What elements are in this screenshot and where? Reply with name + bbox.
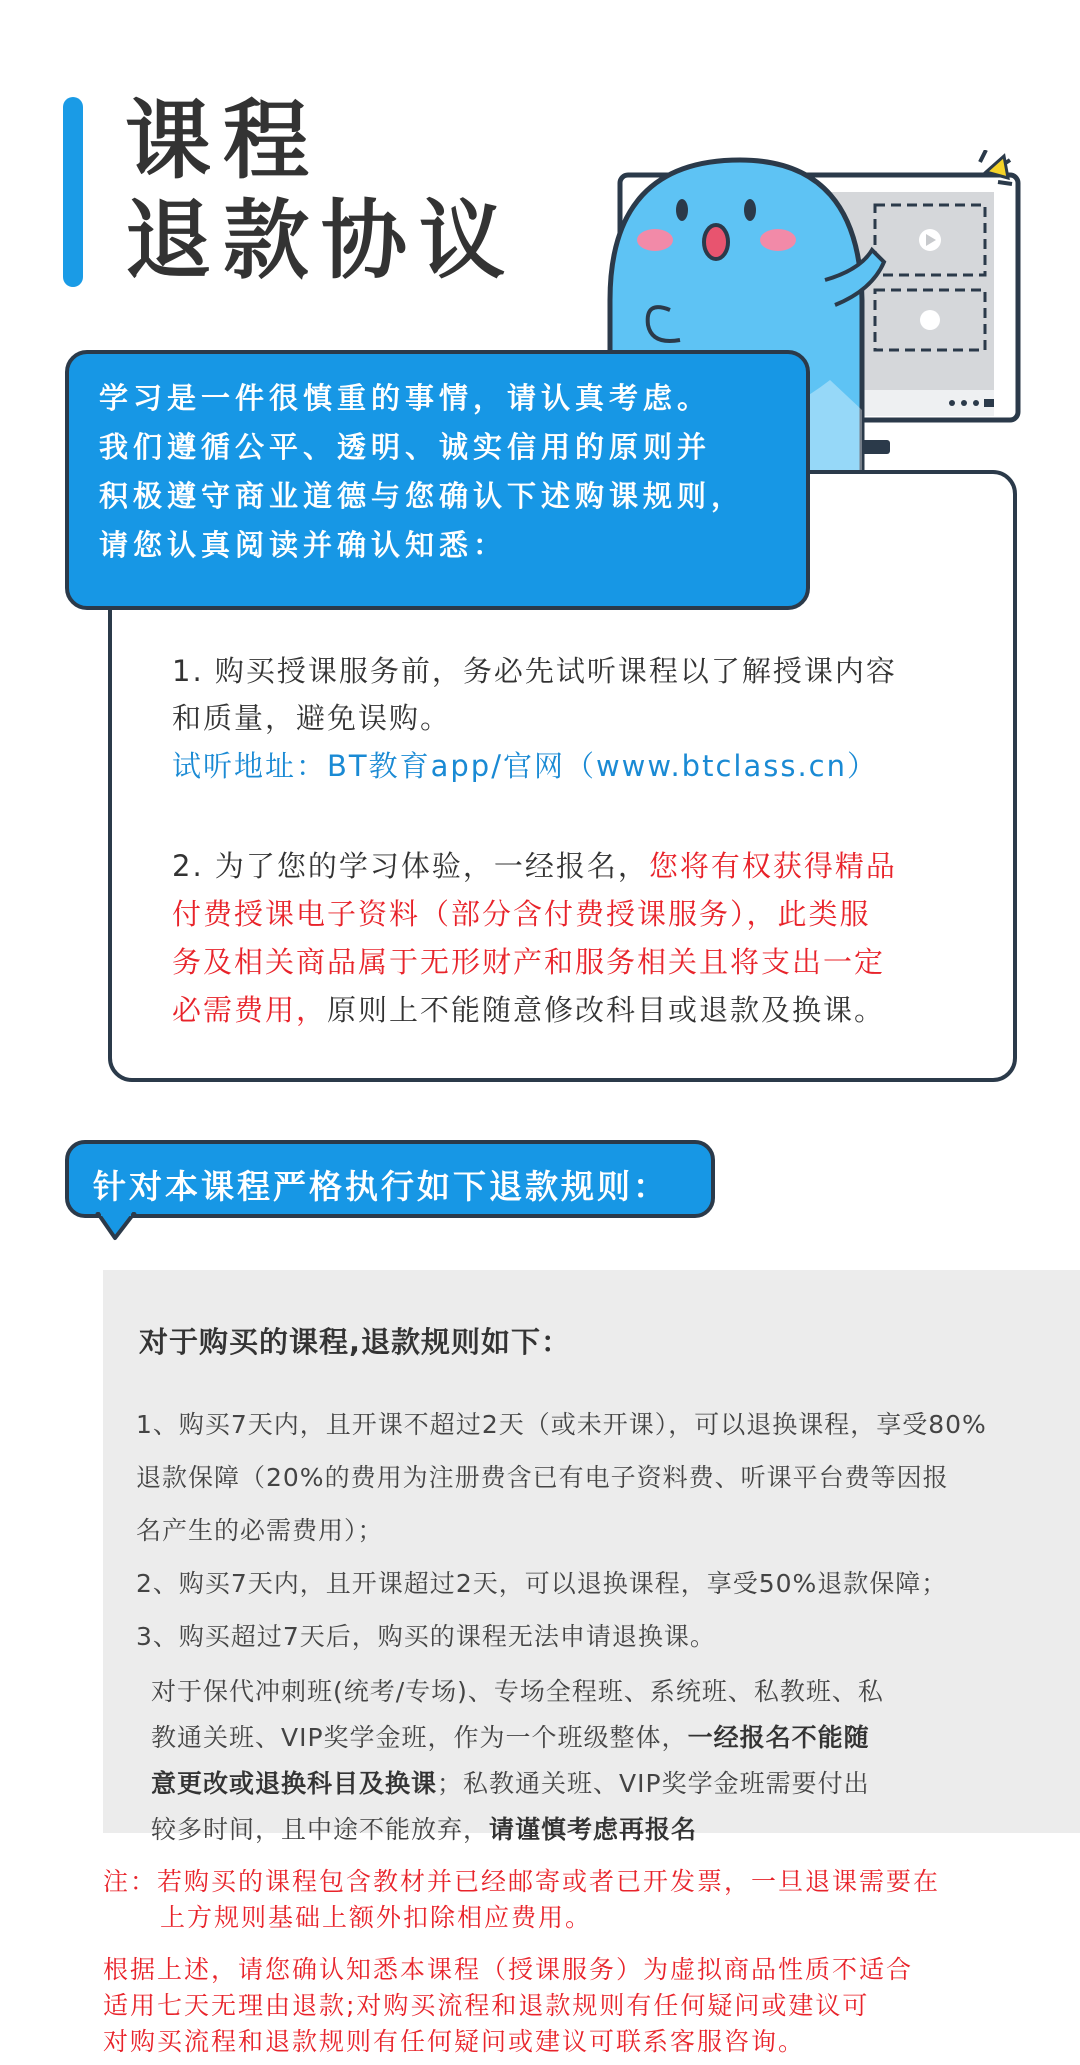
rules-header <box>65 1140 715 1218</box>
special-line2-normal: 教通关班、VIP奖学金班，作为一个班级整体， <box>151 1723 688 1752</box>
note-line: 根据上述，请您确认知悉本课程（授课服务）为虚拟商品性质不适合 <box>103 1955 914 1984</box>
rule-line: 3、购买超过7天后，购买的课程无法申请退换课。 <box>136 1622 716 1651</box>
rule-line: 2、购买7天内，且开课超过2天，可以退换课程，享受50%退款保障； <box>136 1569 948 1598</box>
refund-rules-panel <box>103 1270 1080 1844</box>
special-line4-normal: 较多时间，且中途不能放弃， <box>151 1815 490 1844</box>
intro-line: 学习是一件很慎重的事情，请认真考虑。 <box>99 381 712 415</box>
term2-line1-normal: 2. 为了您的学习体验，一经报名， <box>172 849 649 883</box>
note-line: 适用七天无理由退款;对购买流程和退款规则有任何疑问或建议可 <box>103 1991 870 2020</box>
special-line2 <box>151 1718 870 1754</box>
rule-line: 名产生的必需费用）； <box>136 1516 384 1545</box>
page-title-line2: 退款协议 <box>125 191 517 291</box>
term2-line1-highlight: 您将有权获得精品 <box>648 849 897 883</box>
term2-line4 <box>172 988 885 1029</box>
note-line: 注：若购买的课程包含教材并已经邮寄或者已开发票，一旦退课需要在 <box>103 1867 941 1896</box>
note-line: 上方规则基础上额外扣除相应费用。 <box>160 1903 593 1932</box>
intro-line: 积极遵守商业道德与您确认下述购课规则， <box>99 479 746 513</box>
intro-line: 请您认真阅读并确认知悉： <box>99 528 508 562</box>
term2-line2: 付费授课电子资料（部分含付费授课服务），此类服 <box>172 897 871 931</box>
rule-line: 1、购买7天内，且开课不超过2天（或未开课），可以退换课程，享受80% <box>136 1410 987 1439</box>
special-line3-bold: 意更改或退换科目及换课 <box>151 1769 438 1798</box>
intro-callout <box>65 350 810 610</box>
special-line4-bold: 请谨慎考虑再报名 <box>489 1815 698 1844</box>
special-line1: 对于保代冲刺班(统考/专场)、专场全程班、系统班、私教班、私 <box>151 1677 884 1706</box>
term2-line3: 务及相关商品属于无形财产和服务相关且将支出一定 <box>172 945 886 979</box>
special-line4 <box>151 1810 697 1846</box>
trial-address: 试听地址：BT教育app/官网（www.btclass.cn） <box>172 749 878 783</box>
term1-line1: 1. 购买授课服务前，务必先试听课程以了解授课内容 <box>172 654 897 688</box>
term2-line4-normal: 原则上不能随意修改科目或退款及换课。 <box>327 993 886 1027</box>
term2-line1 <box>172 844 897 885</box>
rule-line: 退款保障（20%的费用为注册费含已有电子资料费、听课平台费等因报 <box>136 1463 949 1492</box>
note-line: 对购买流程和退款规则有任何疑问或建议可联系客服咨询。 <box>103 2027 806 2056</box>
speech-tail-icon <box>95 1212 145 1242</box>
intro-line: 我们遵循公平、透明、诚实信用的原则并 <box>99 430 712 464</box>
page-title-line1: 课程 <box>125 91 321 191</box>
title-accent-bar <box>63 97 83 287</box>
rules-header-text: 针对本课程严格执行如下退款规则： <box>93 1167 669 1206</box>
term1-line2: 和质量，避免误购。 <box>172 701 452 735</box>
special-line3-normal: ；私教通关班、VIP奖学金班需要付出 <box>437 1769 870 1798</box>
special-line2-bold: 一经报名不能随 <box>687 1723 870 1752</box>
term2-line4-highlight: 必需费用， <box>172 993 328 1027</box>
rules-subtitle: 对于购买的课程,退款规则如下： <box>139 1325 572 1359</box>
special-line3 <box>151 1764 870 1800</box>
